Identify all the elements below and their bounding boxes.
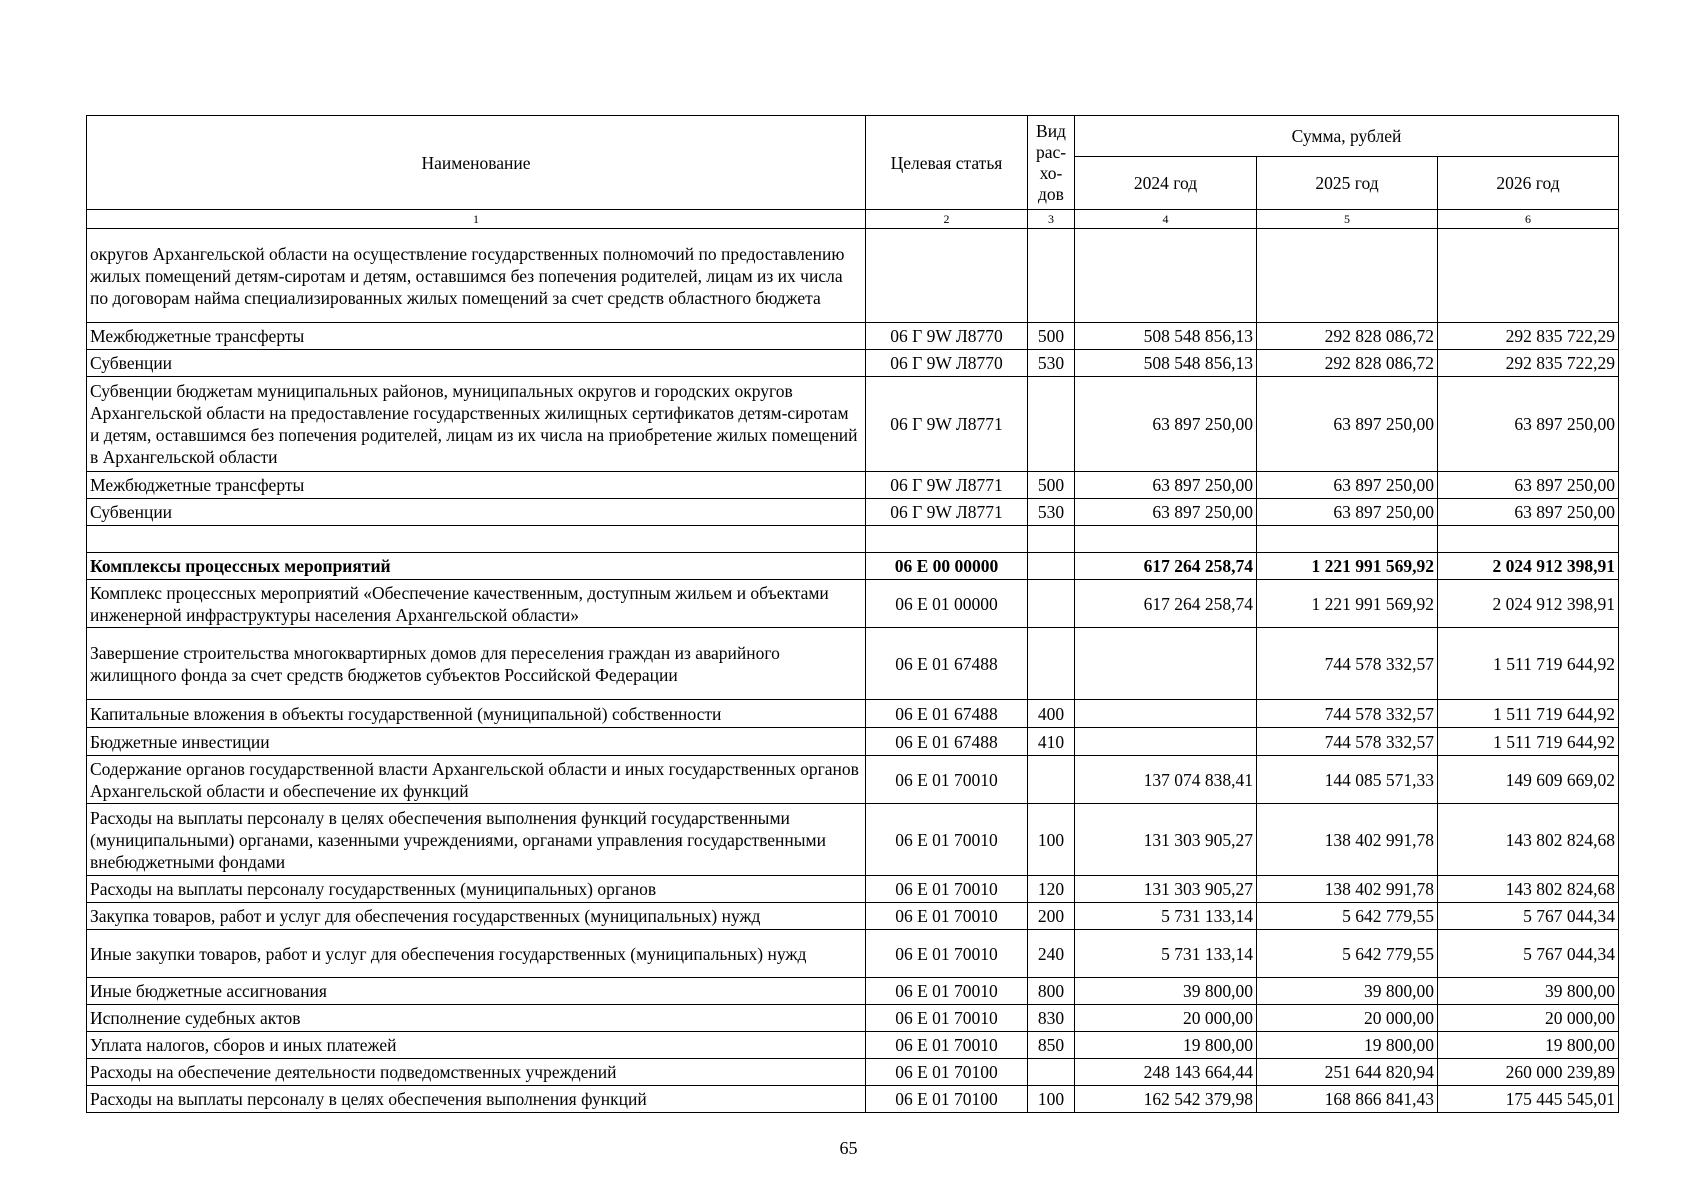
header-index: 1 <box>87 210 866 229</box>
row-sum-2026: 63 897 250,00 <box>1438 472 1619 499</box>
row-sum-2025: 63 897 250,00 <box>1257 472 1438 499</box>
row-expense-type: 240 <box>1028 930 1075 978</box>
row-sum-2024: 617 264 258,74 <box>1075 553 1257 580</box>
table-row <box>87 377 1619 472</box>
row-sum-2025: 292 828 086,72 <box>1257 323 1438 350</box>
table-row <box>87 472 1619 499</box>
header-year-2024: 2024 год <box>1075 157 1257 210</box>
row-sum-2025: 144 085 571,33 <box>1257 756 1438 804</box>
row-name: Завершение строительства многоквартирных домов для переселения граждан из аварийного жилищного фонда за счет средств бюджетов субъектов Российской Федерации <box>87 628 866 700</box>
row-sum-2025: 5 642 779,55 <box>1257 930 1438 978</box>
row-sum-2024: 63 897 250,00 <box>1075 472 1257 499</box>
row-sum-2024: 5 731 133,14 <box>1075 930 1257 978</box>
header-year-2025: 2025 год <box>1257 157 1438 210</box>
row-name: округов Архангельской области на осуществление государственных полномочий по предоставлению жилых помещений детям-сиротам и детям, оставшимся без попечения родителей, лицам из их числа по договорам найма специализированных жилых помещений за счет средств областного бюджета <box>87 229 866 323</box>
row-target-code: 06 Г 9W Л8771 <box>866 377 1028 472</box>
row-expense-type: 120 <box>1028 876 1075 903</box>
row-expense-type <box>1028 377 1075 472</box>
header-year-2026: 2026 год <box>1438 157 1619 210</box>
row-sum-2024: 162 542 379,98 <box>1075 1086 1257 1113</box>
row-sum-2024: 20 000,00 <box>1075 1005 1257 1032</box>
row-sum-2026: 63 897 250,00 <box>1438 499 1619 526</box>
row-sum-2026: 260 000 239,89 <box>1438 1059 1619 1086</box>
row-sum-2025: 1 221 991 569,92 <box>1257 580 1438 628</box>
row-sum-2026 <box>1438 229 1619 323</box>
row-sum-2026: 175 445 545,01 <box>1438 1086 1619 1113</box>
row-name <box>87 526 866 553</box>
row-target-code <box>866 229 1028 323</box>
row-target-code: 06 Е 01 70100 <box>866 1059 1028 1086</box>
row-sum-2026: 5 767 044,34 <box>1438 930 1619 978</box>
row-sum-2026: 5 767 044,34 <box>1438 903 1619 930</box>
row-sum-2025: 744 578 332,57 <box>1257 700 1438 728</box>
table-row <box>87 526 1619 553</box>
row-expense-type: 530 <box>1028 499 1075 526</box>
row-name: Исполнение судебных актов <box>87 1005 866 1032</box>
row-expense-type: 830 <box>1028 1005 1075 1032</box>
row-target-code: 06 Е 01 70010 <box>866 1032 1028 1059</box>
table-row <box>87 700 1619 728</box>
row-target-code: 06 Е 01 70100 <box>866 1086 1028 1113</box>
row-sum-2026: 63 897 250,00 <box>1438 377 1619 472</box>
row-name: Иные закупки товаров, работ и услуг для обеспечения государственных (муниципальных) нужд <box>87 930 866 978</box>
row-name: Расходы на выплаты персоналу в целях обеспечения выполнения функций государственными (муниципальными) органами, казенными учреждениями, органами управления государственными внебюджетными фондами <box>87 804 866 876</box>
row-name: Расходы на выплаты персоналу государственных (муниципальных) органов <box>87 876 866 903</box>
header-sum: Сумма, рублей <box>1075 116 1619 157</box>
row-sum-2024: 508 548 856,13 <box>1075 350 1257 377</box>
row-sum-2026: 20 000,00 <box>1438 1005 1619 1032</box>
row-target-code: 06 Е 01 67488 <box>866 700 1028 728</box>
row-sum-2026: 39 800,00 <box>1438 978 1619 1005</box>
header-target: Целевая статья <box>866 116 1028 210</box>
row-sum-2026: 143 802 824,68 <box>1438 804 1619 876</box>
table-row <box>87 229 1619 323</box>
table-row <box>87 350 1619 377</box>
row-expense-type: 500 <box>1028 323 1075 350</box>
row-target-code: 06 Е 01 70010 <box>866 978 1028 1005</box>
table-row <box>87 1059 1619 1086</box>
table-row <box>87 323 1619 350</box>
row-sum-2026: 292 835 722,29 <box>1438 350 1619 377</box>
row-expense-type <box>1028 628 1075 700</box>
budget-table <box>86 115 1619 1113</box>
header-index-row <box>87 210 1619 229</box>
table-row <box>87 930 1619 978</box>
row-sum-2025: 744 578 332,57 <box>1257 628 1438 700</box>
row-name: Закупка товаров, работ и услуг для обеспечения государственных (муниципальных) нужд <box>87 903 866 930</box>
table-row <box>87 756 1619 804</box>
row-sum-2024: 19 800,00 <box>1075 1032 1257 1059</box>
row-sum-2026: 1 511 719 644,92 <box>1438 728 1619 756</box>
row-name: Межбюджетные трансферты <box>87 323 866 350</box>
row-sum-2024 <box>1075 728 1257 756</box>
row-sum-2025: 1 221 991 569,92 <box>1257 553 1438 580</box>
header-name: Наименование <box>87 116 866 210</box>
row-sum-2026: 143 802 824,68 <box>1438 876 1619 903</box>
row-expense-type: 100 <box>1028 804 1075 876</box>
row-sum-2025: 20 000,00 <box>1257 1005 1438 1032</box>
header-index: 2 <box>866 210 1028 229</box>
header-index: 5 <box>1257 210 1438 229</box>
row-target-code: 06 Е 01 70010 <box>866 876 1028 903</box>
header-type <box>1028 116 1075 210</box>
row-sum-2025: 251 644 820,94 <box>1257 1059 1438 1086</box>
row-name: Расходы на обеспечение деятельности подведомственных учреждений <box>87 1059 866 1086</box>
row-target-code: 06 Е 01 00000 <box>866 580 1028 628</box>
row-sum-2026: 2 024 912 398,91 <box>1438 580 1619 628</box>
row-sum-2024: 63 897 250,00 <box>1075 377 1257 472</box>
header-type-line: Вид <box>1036 120 1066 141</box>
row-target-code: 06 Г 9W Л8771 <box>866 472 1028 499</box>
header-index: 3 <box>1028 210 1075 229</box>
header-index: 6 <box>1438 210 1619 229</box>
row-sum-2025 <box>1257 229 1438 323</box>
row-target-code: 06 Г 9W Л8770 <box>866 323 1028 350</box>
row-sum-2026: 2 024 912 398,91 <box>1438 553 1619 580</box>
row-sum-2024: 63 897 250,00 <box>1075 499 1257 526</box>
row-sum-2024: 131 303 905,27 <box>1075 804 1257 876</box>
row-target-code: 06 Е 00 00000 <box>866 553 1028 580</box>
page-number: 65 <box>839 1138 858 1158</box>
row-target-code: 06 Г 9W Л8771 <box>866 499 1028 526</box>
row-expense-type: 400 <box>1028 700 1075 728</box>
header-type-line: дов <box>1038 183 1064 204</box>
row-sum-2024: 508 548 856,13 <box>1075 323 1257 350</box>
row-name: Субвенции <box>87 499 866 526</box>
table-row <box>87 804 1619 876</box>
row-name: Комплекс процессных мероприятий «Обеспечение качественным, доступным жильем и объектами инженерной инфраструктуры населения Архангельской области» <box>87 580 866 628</box>
table-row <box>87 580 1619 628</box>
table-row <box>87 728 1619 756</box>
row-expense-type: 850 <box>1028 1032 1075 1059</box>
row-expense-type <box>1028 1059 1075 1086</box>
row-target-code: 06 Е 01 70010 <box>866 930 1028 978</box>
header-type-line: рас- <box>1035 141 1067 162</box>
row-expense-type: 410 <box>1028 728 1075 756</box>
row-expense-type: 800 <box>1028 978 1075 1005</box>
row-sum-2025: 138 402 991,78 <box>1257 804 1438 876</box>
table-row <box>87 499 1619 526</box>
header-type-line: хо- <box>1039 162 1063 183</box>
row-sum-2024 <box>1075 628 1257 700</box>
row-expense-type: 530 <box>1028 350 1075 377</box>
row-sum-2024 <box>1075 229 1257 323</box>
row-target-code: 06 Е 01 70010 <box>866 804 1028 876</box>
row-name: Бюджетные инвестиции <box>87 728 866 756</box>
row-name: Расходы на выплаты персоналу в целях обеспечения выполнения функций <box>87 1086 866 1113</box>
row-name: Уплата налогов, сборов и иных платежей <box>87 1032 866 1059</box>
row-sum-2026: 292 835 722,29 <box>1438 323 1619 350</box>
row-sum-2025: 292 828 086,72 <box>1257 350 1438 377</box>
table-row <box>87 1032 1619 1059</box>
row-sum-2026: 1 511 719 644,92 <box>1438 628 1619 700</box>
table-row <box>87 876 1619 903</box>
row-target-code: 06 Е 01 70010 <box>866 1005 1028 1032</box>
row-sum-2026: 19 800,00 <box>1438 1032 1619 1059</box>
row-sum-2025: 138 402 991,78 <box>1257 876 1438 903</box>
row-sum-2025: 744 578 332,57 <box>1257 728 1438 756</box>
table-row <box>87 1086 1619 1113</box>
row-target-code: 06 Г 9W Л8770 <box>866 350 1028 377</box>
row-target-code: 06 Е 01 70010 <box>866 756 1028 804</box>
row-expense-type: 200 <box>1028 903 1075 930</box>
row-name: Иные бюджетные ассигнования <box>87 978 866 1005</box>
row-sum-2026: 1 511 719 644,92 <box>1438 700 1619 728</box>
row-sum-2025: 39 800,00 <box>1257 978 1438 1005</box>
table-row <box>87 1005 1619 1032</box>
row-name: Содержание органов государственной власти Архангельской области и иных государственных органов Архангельской области и обеспечение их функций <box>87 756 866 804</box>
row-name: Субвенции <box>87 350 866 377</box>
row-target-code: 06 Е 01 67488 <box>866 728 1028 756</box>
row-sum-2024: 137 074 838,41 <box>1075 756 1257 804</box>
table-row <box>87 553 1619 580</box>
row-sum-2025: 5 642 779,55 <box>1257 903 1438 930</box>
row-sum-2025: 63 897 250,00 <box>1257 499 1438 526</box>
row-expense-type <box>1028 756 1075 804</box>
row-sum-2024: 131 303 905,27 <box>1075 876 1257 903</box>
row-sum-2024 <box>1075 700 1257 728</box>
row-target-code: 06 Е 01 67488 <box>866 628 1028 700</box>
row-expense-type: 500 <box>1028 472 1075 499</box>
row-name: Субвенции бюджетам муниципальных районов, муниципальных округов и городских округов Архангельской области на предоставление государственных жилищных сертификатов детям-сиротам и детям, оставшимся без попечения родителей, лицам из их числа на приобретение жилых помещений в Архангельской области <box>87 377 866 472</box>
row-expense-type <box>1028 526 1075 553</box>
table-row <box>87 903 1619 930</box>
row-sum-2024 <box>1075 526 1257 553</box>
row-target-code <box>866 526 1028 553</box>
row-sum-2025 <box>1257 526 1438 553</box>
table-row <box>87 978 1619 1005</box>
row-sum-2024: 39 800,00 <box>1075 978 1257 1005</box>
table-row <box>87 628 1619 700</box>
row-sum-2025: 19 800,00 <box>1257 1032 1438 1059</box>
row-expense-type <box>1028 580 1075 628</box>
row-sum-2026 <box>1438 526 1619 553</box>
row-expense-type: 100 <box>1028 1086 1075 1113</box>
header-row-top <box>87 116 1619 157</box>
row-name: Межбюджетные трансферты <box>87 472 866 499</box>
row-expense-type <box>1028 229 1075 323</box>
row-sum-2024: 248 143 664,44 <box>1075 1059 1257 1086</box>
row-name: Комплексы процессных мероприятий <box>87 553 866 580</box>
row-sum-2025: 168 866 841,43 <box>1257 1086 1438 1113</box>
row-target-code: 06 Е 01 70010 <box>866 903 1028 930</box>
row-expense-type <box>1028 553 1075 580</box>
row-sum-2024: 617 264 258,74 <box>1075 580 1257 628</box>
row-sum-2026: 149 609 669,02 <box>1438 756 1619 804</box>
row-name: Капитальные вложения в объекты государственной (муниципальной) собственности <box>87 700 866 728</box>
row-sum-2024: 5 731 133,14 <box>1075 903 1257 930</box>
header-index: 4 <box>1075 210 1257 229</box>
row-sum-2025: 63 897 250,00 <box>1257 377 1438 472</box>
